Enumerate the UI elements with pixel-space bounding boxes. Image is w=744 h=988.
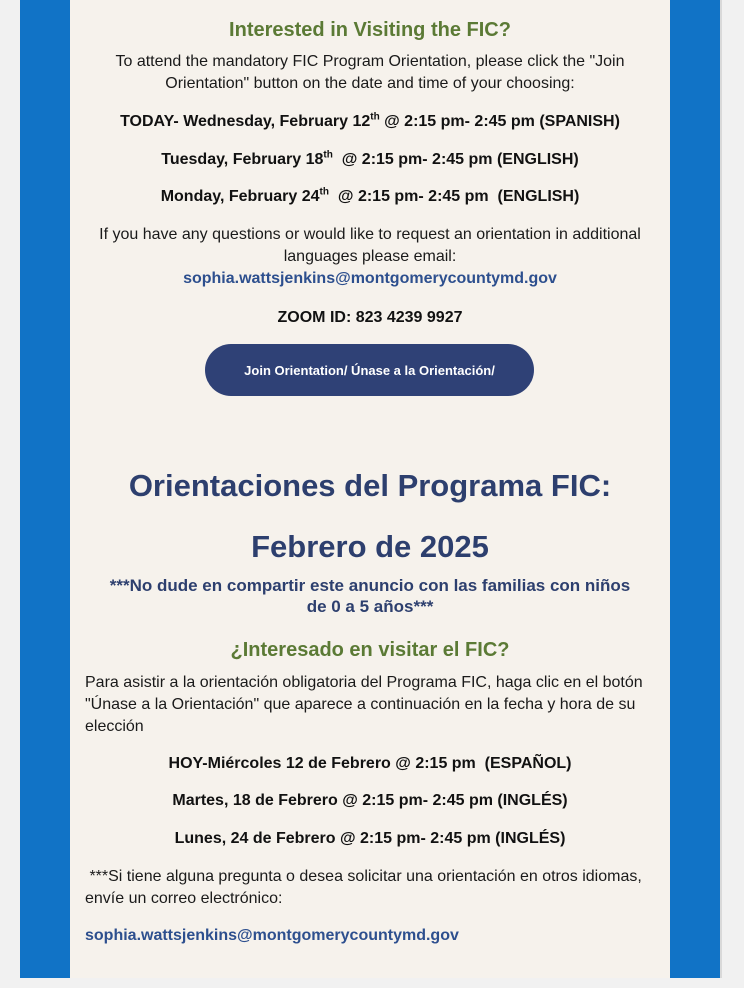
english-heading: Interested in Visiting the FIC? bbox=[229, 19, 511, 41]
spanish-intro-line2: "Únase a la Orientación" que aparece a continuación en la fecha y hora de su bbox=[85, 696, 636, 713]
date-2-text: Tuesday, February 18 bbox=[161, 151, 324, 168]
spanish-email-row bbox=[70, 927, 670, 945]
english-date-3 bbox=[70, 188, 670, 206]
share-line1: ***No dude en compartir este anuncio con las familias con niños bbox=[109, 576, 631, 595]
english-questions-line1: If you have any questions or would like to request an orientation in additional bbox=[99, 226, 641, 243]
spanish-questions-line1: ***Si tiene alguna pregunta o desea solicitar una orientación en otros idiomas, bbox=[85, 868, 642, 885]
date-1-text: TODAY- Wednesday, February 12 bbox=[120, 113, 371, 130]
date-1-sup: th bbox=[370, 111, 380, 123]
spanish-questions-line2: envíe un correo electrónico: bbox=[85, 890, 283, 907]
spanish-intro-line3: elección bbox=[85, 718, 144, 735]
date-3-text: Monday, February 24 bbox=[160, 188, 320, 205]
zoom-id: ZOOM ID: 823 4239 9927 bbox=[277, 309, 463, 326]
spanish-share-notice bbox=[70, 575, 670, 617]
english-email-link[interactable]: sophia.wattsjenkins@montgomerycountymd.gov bbox=[183, 270, 557, 287]
frame-edge bbox=[720, 0, 722, 978]
join-orientation-button[interactable]: Join Orientation/ Únase a la Orientación/ bbox=[205, 344, 534, 396]
spanish-email-link[interactable]: sophia.wattsjenkins@montgomerycountymd.gov bbox=[85, 927, 459, 944]
date-3-sup: th bbox=[319, 186, 329, 198]
spanish-title: Orientaciones del Programa FIC: bbox=[128, 468, 612, 503]
spanish-intro-line1: Para asistir a la orientación obligatoria del Programa FIC, haga clic en el botón bbox=[85, 674, 643, 691]
english-date-2 bbox=[70, 151, 670, 169]
english-intro-line1: To attend the mandatory FIC Program Orientation, please click the "Join bbox=[115, 53, 625, 70]
spanish-heading: ¿Interesado en visitar el FIC? bbox=[230, 639, 510, 661]
spanish-date-1: HOY-Miércoles 12 de Febrero @ 2:15 pm (ESPAÑOL) bbox=[168, 755, 572, 772]
share-line2: de 0 a 5 años*** bbox=[306, 597, 434, 616]
spanish-questions bbox=[70, 866, 670, 910]
spanish-intro bbox=[70, 672, 670, 738]
spanish-date-2: Martes, 18 de Febrero @ 2:15 pm- 2:45 pm (INGLÉS) bbox=[172, 792, 568, 809]
english-intro-line2: Orientation" button on the date and time of your choosing: bbox=[165, 75, 575, 92]
spanish-subtitle: Febrero de 2025 bbox=[251, 529, 489, 564]
english-questions bbox=[70, 224, 670, 290]
english-date-1 bbox=[70, 113, 670, 131]
spanish-date-3: Lunes, 24 de Febrero @ 2:15 pm- 2:45 pm (INGLÉS) bbox=[174, 830, 566, 847]
date-2-time: @ 2:15 pm- 2:45 pm (ENGLISH) bbox=[332, 151, 579, 168]
english-questions-line2: languages please email: bbox=[283, 248, 457, 265]
date-1-time: @ 2:15 pm- 2:45 pm (SPANISH) bbox=[379, 113, 620, 130]
english-intro bbox=[70, 51, 670, 95]
content-card bbox=[70, 0, 670, 978]
date-2-sup: th bbox=[323, 149, 333, 161]
date-3-time: @ 2:15 pm- 2:45 pm (ENGLISH) bbox=[329, 188, 580, 205]
